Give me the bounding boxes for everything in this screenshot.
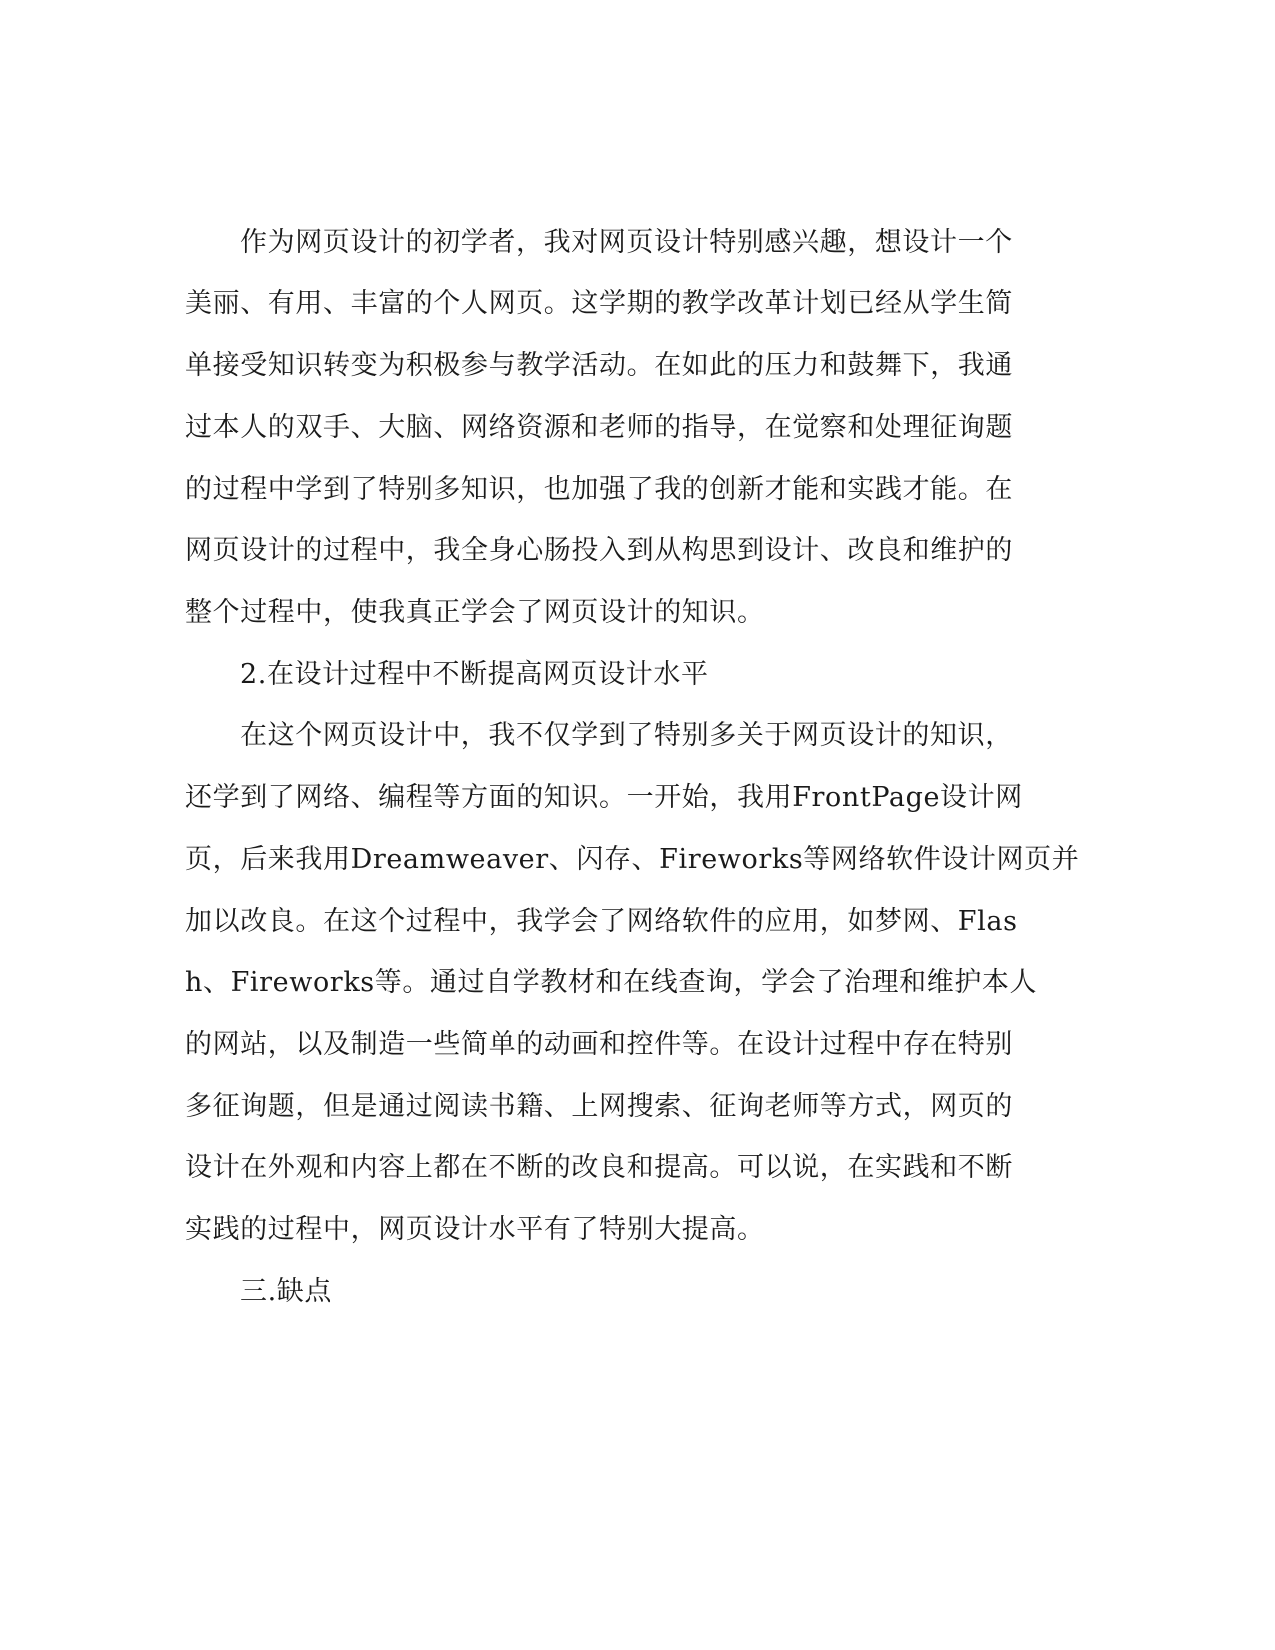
paragraph-line: 单接受知识转变为积极参与教学活动。在如此的压力和鼓舞下，我通 (185, 350, 1013, 381)
paragraph-line: 整个过程中，使我真正学会了网页设计的知识。 (185, 597, 765, 628)
paragraph-line: h、Fireworks等。通过自学教材和在线查询，学会了治理和维护本人 (185, 967, 1038, 998)
paragraph-line: 过本人的双手、大脑、网络资源和老师的指导，在觉察和处理征询题 (185, 412, 1013, 443)
paragraph-line: 美丽、有用、丰富的个人网页。这学期的教学改革计划已经从学生简 (185, 288, 1013, 319)
paragraph-line: 在这个网页设计中，我不仅学到了特别多关于网页设计的知识， (240, 720, 1013, 751)
paragraph-line: 作为网页设计的初学者，我对网页设计特别感兴趣，想设计一个 (240, 227, 1013, 258)
paragraph-line: 的网站，以及制造一些简单的动画和控件等。在设计过程中存在特别 (185, 1029, 1013, 1060)
section-heading: 三.缺点 (240, 1276, 332, 1307)
paragraph-line: 多征询题，但是通过阅读书籍、上网搜索、征询老师等方式，网页的 (185, 1091, 1013, 1122)
paragraph-line: 的过程中学到了特别多知识，也加强了我的创新才能和实践才能。在 (185, 474, 1013, 505)
paragraph-line: 还学到了网络、编程等方面的知识。一开始，我用FrontPage设计网 (185, 782, 1023, 813)
paragraph-line: 加以改良。在这个过程中，我学会了网络软件的应用，如梦网、Flas (185, 906, 1018, 937)
paragraph-line: 设计在外观和内容上都在不断的改良和提高。可以说，在实践和不断 (185, 1152, 1013, 1183)
paragraph-line: 页，后来我用Dreamweaver、闪存、Fireworks等网络软件设计网页并 (185, 844, 1080, 875)
section-heading: 2.在设计过程中不断提高网页设计水平 (240, 659, 709, 690)
paragraph-line: 实践的过程中，网页设计水平有了特别大提高。 (185, 1214, 765, 1245)
paragraph-line: 网页设计的过程中，我全身心肠投入到从构思到设计、改良和维护的 (185, 535, 1013, 566)
